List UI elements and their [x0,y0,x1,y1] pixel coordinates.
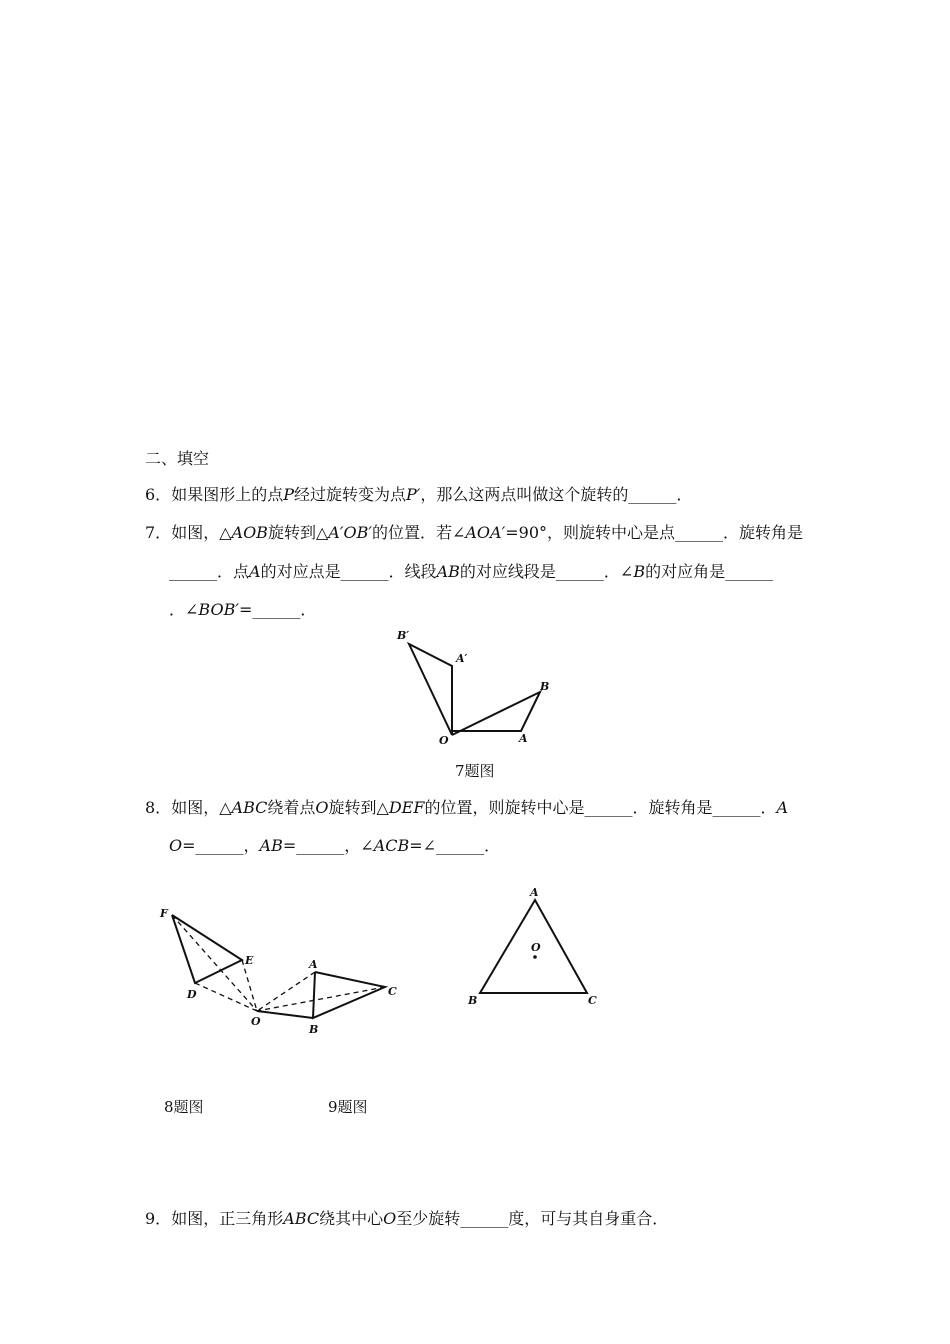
label-d: D [187,988,197,1001]
triangle-aob [452,692,540,735]
question-6: 6．如果图形上的点P经过旋转变为点P′，那么这两点叫做这个旋转的______． [145,485,693,504]
question-7-line-2: ______．点A的对应点是______．线段AB的对应线段是______．∠B的对应角是______ [169,562,774,581]
figure-8-caption: 8题图 [164,1098,204,1116]
question-8-line-1: 8．如图，△ABC绕着点O旋转到△DEF的位置，则旋转中心是______．旋转角是______．A [145,798,789,817]
label-f: F [160,907,168,920]
label-b-prime: B′ [397,629,410,642]
label-e: E [245,954,254,967]
label-c: C [588,994,597,1007]
label-a: A [309,958,318,971]
triangle-def [172,915,242,983]
question-9: 9．如图，正三角形ABC绕其中心O至少旋转______度，可与其自身重合． [145,1209,669,1228]
label-a: A [530,886,539,899]
label-c: C [388,985,397,998]
label-a-prime: A′ [456,652,468,665]
center-point [533,955,537,959]
question-8-line-2: O=______，AB=______，∠ACB=∠______． [169,836,501,855]
label-o: O [531,941,541,954]
section-heading: 二、填空 [145,449,210,468]
label-b: B [540,680,550,693]
figure-7 [380,620,580,750]
question-7-line-3: ．∠BOB′=______． [169,600,317,619]
figure-9-caption: 9题图 [328,1098,368,1116]
question-7-line-1: 7．如图，△AOB旋转到△A′OB′的位置．若∠AOA′=90°，则旋转中心是点______．旋转角是 [145,523,804,542]
label-o: O [439,734,449,747]
label-a: A [519,732,528,745]
label-b: B [309,1023,319,1036]
figure-7-caption: 7题图 [455,762,495,780]
figure-9 [460,880,610,1010]
triangle-abc [313,972,385,1018]
figure-8 [150,900,410,1040]
label-o: O [251,1015,261,1028]
triangle-aob-prime [409,644,452,735]
label-b: B [468,994,478,1007]
